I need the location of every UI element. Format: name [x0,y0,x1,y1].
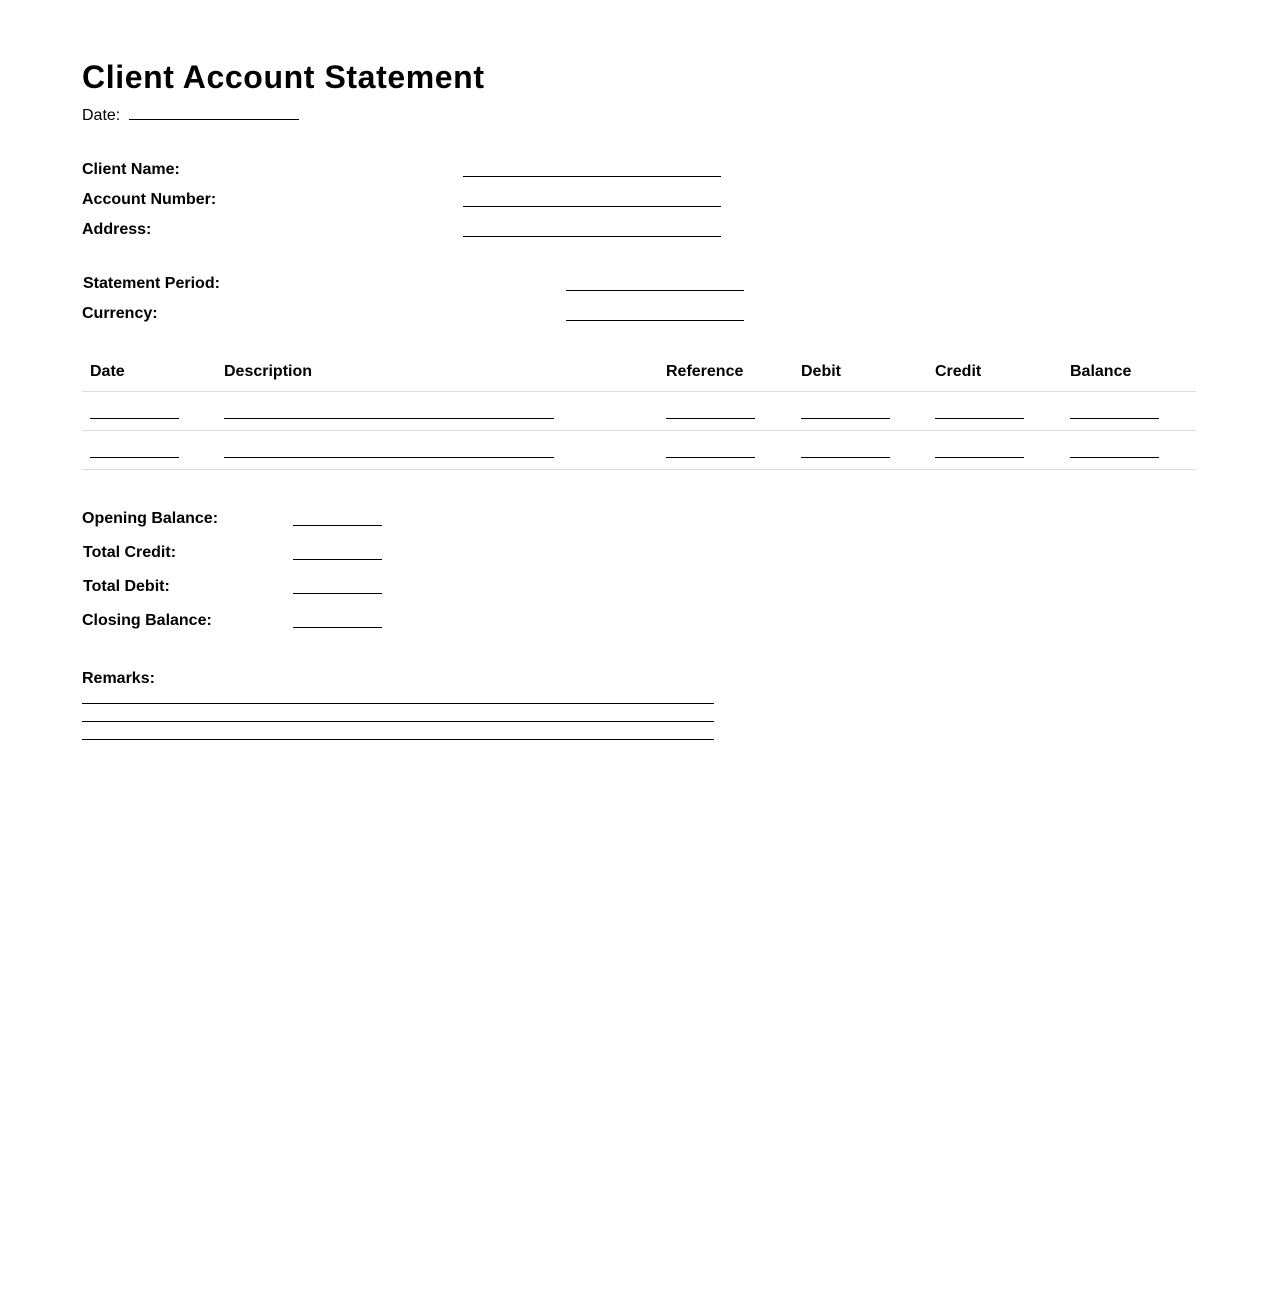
date-field [82,104,299,126]
table-row [82,431,1196,470]
currency-input-line[interactable] [566,320,744,321]
credit-cell-input[interactable] [935,457,1024,458]
total-credit-input-line[interactable] [293,559,382,560]
reference-cell-input[interactable] [666,418,755,419]
total-debit-row [82,576,402,598]
remarks-input-line[interactable] [82,703,714,704]
closing-balance-row [82,610,402,632]
account-number-label: Account Number: [82,191,217,208]
date-input-line[interactable] [129,104,299,120]
opening-balance-label: Opening Balance: [82,510,219,527]
column-header-date: Date [90,363,125,380]
total-credit-row [82,542,402,564]
client-name-label: Client Name: [82,161,180,178]
remarks-input-line[interactable] [82,721,714,722]
client-name-input-line[interactable] [463,176,721,177]
client-name-row [82,159,782,181]
opening-balance-row [82,508,402,530]
date-cell-input[interactable] [90,418,179,419]
description-cell-input[interactable] [224,418,554,419]
total-debit-label: Total Debit: [83,578,170,595]
table-header [82,352,1196,392]
description-cell-input[interactable] [224,457,554,458]
statement-period-input-line[interactable] [566,290,744,291]
closing-balance-label: Closing Balance: [82,612,212,629]
reference-cell-input[interactable] [666,457,755,458]
column-header-credit: Credit [935,363,982,380]
date-cell-input[interactable] [90,457,179,458]
closing-balance-input-line[interactable] [293,627,382,628]
remarks-input-line[interactable] [82,739,714,740]
balance-cell-input[interactable] [1070,457,1159,458]
address-label: Address: [82,221,152,238]
balance-cell-input[interactable] [1070,418,1159,419]
currency-row [82,303,782,325]
column-header-balance: Balance [1070,363,1132,380]
debit-cell-input[interactable] [801,418,890,419]
date-label: Date: [82,107,121,124]
column-header-reference: Reference [666,363,744,380]
total-debit-input-line[interactable] [293,593,382,594]
total-credit-label: Total Credit: [83,544,177,561]
debit-cell-input[interactable] [801,457,890,458]
column-header-description: Description [224,363,313,380]
statement-period-row [82,273,782,295]
account-number-input-line[interactable] [463,206,721,207]
statement-period-label: Statement Period: [83,275,220,292]
address-row [82,219,782,241]
account-number-row [82,189,782,211]
transactions-table [82,352,1196,470]
column-header-debit: Debit [801,363,841,380]
address-input-line[interactable] [463,236,721,237]
opening-balance-input-line[interactable] [293,525,382,526]
credit-cell-input[interactable] [935,418,1024,419]
table-row [82,392,1196,431]
page-title: Client Account Statement [82,59,485,95]
remarks-label: Remarks: [82,670,155,687]
currency-label: Currency: [82,305,158,322]
